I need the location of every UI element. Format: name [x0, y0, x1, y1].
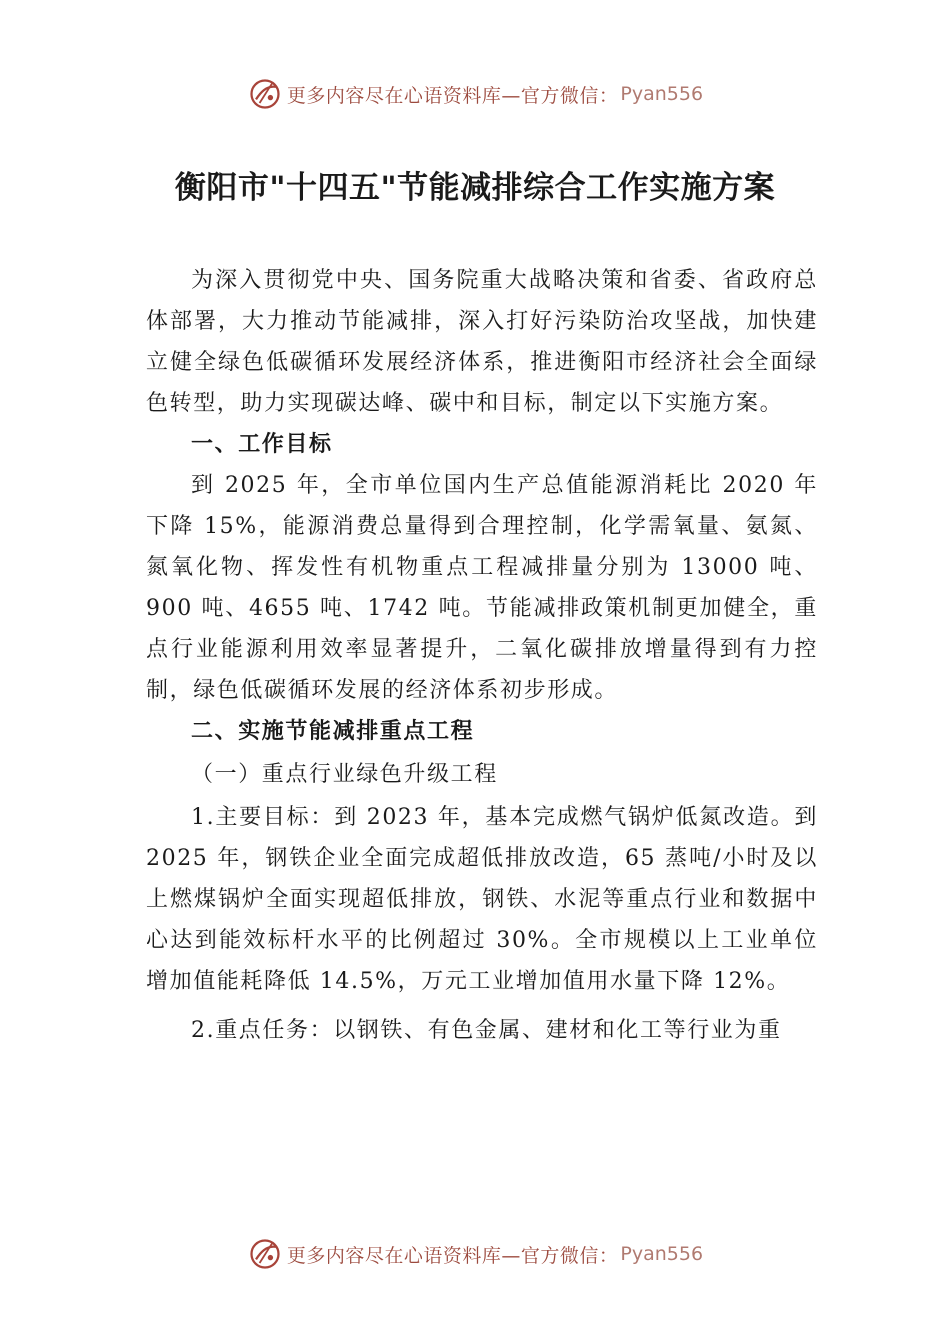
watermark-header: [0, 76, 950, 112]
library-logo-icon: [247, 1236, 283, 1272]
watermark-text: 更多内容尽在心语资料库—官方微信：: [286, 1244, 619, 1267]
item-2-paragraph: 2.重点任务：以钢铁、有色金属、建材和化工等行业为重: [191, 1018, 782, 1043]
subsection-heading-industry: （一）重点行业绿色升级工程: [191, 762, 498, 787]
section-heading-projects: 二、实施节能减排重点工程: [191, 719, 475, 744]
watermark-footer: [0, 1236, 950, 1272]
library-logo-icon: [247, 76, 283, 112]
goals-paragraph: 到 2025 年，全市单位国内生产总值能源消耗比 2020 年下降 15%，能源消费总量得到合理控制，化学需氧量、氨氮、氮氧化物、挥发性有机物重点工程减排量分别为 13000 吨、900 吨、4655 吨、1742 吨。节能减排政策机制更加健全，重点行业能源利用效率显著提升，二氧化碳排放增量得到有力控制，绿色低碳循环发展的经济体系初步形成。: [146, 473, 818, 703]
intro-paragraph: 为深入贯彻党中央、国务院重大战略决策和省委、省政府总体部署，大力推动节能减排，深入打好污染防治攻坚战，加快建立健全绿色低碳循环发展经济体系，推进衡阳市经济社会全面绿色转型，助力实现碳达峰、碳中和目标，制定以下实施方案。: [146, 268, 818, 416]
watermark-wechat-id: Pyan556: [620, 1243, 704, 1265]
document-body: [146, 260, 818, 1051]
watermark-wechat-id: Pyan556: [620, 83, 704, 105]
section-heading-goals: 一、工作目标: [191, 432, 333, 457]
document-title: 衡阳市"十四五"节能减排综合工作实施方案: [174, 170, 776, 206]
item-1-paragraph: 1.主要目标：到 2023 年，基本完成燃气锅炉低氮改造。到 2025 年，钢铁企业全面完成超低排放改造，65 蒸吨/小时及以上燃煤锅炉全面实现超低排放，钢铁、水泥等重点行业和数据中心达到能效标杆水平的比例超过 30%。全市规模以上工业单位增加值能耗降低 14.5%，万元工业增加值用水量下降 12%。: [146, 805, 818, 994]
watermark-text: 更多内容尽在心语资料库—官方微信：: [286, 84, 619, 107]
